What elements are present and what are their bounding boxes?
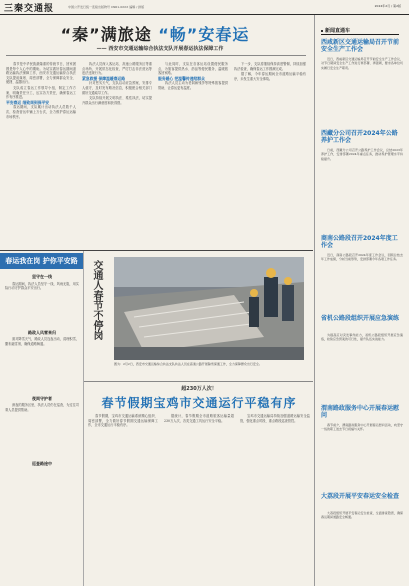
vertical-title: 交通人春节不停岗 bbox=[91, 260, 102, 340]
page-number: 2024年2月 / 第2版 bbox=[374, 4, 401, 8]
story-title: 坚守在一线 bbox=[32, 274, 52, 279]
paragraph: 春节是中华民族最隆重的传统节日，回家团圆是每个人心中的期盼。为切实做好春运期间道路运输执法保障工作，西安市交通运输综合执法支队提前谋划、周密部署，全力保障群众安全、便捷、温馨出行。 bbox=[6, 62, 76, 85]
sidebar-item-title: 渭南路政服务中心开展春运慰问 bbox=[321, 405, 400, 419]
paragraph: 近日，西咸新区交通运输局召开节前安全生产工作会议，对节日期间安全生产工作进行再部署、再强调，要求各单位切实履行安全生产职责。 bbox=[321, 57, 403, 70]
paragraph: 与此同时，支队在各客运站设置便民服务点，为旅客提供热水、药品等便民服务，温暖旅客回家路。 bbox=[158, 62, 228, 76]
bottom-column-2 bbox=[164, 414, 234, 582]
section-banner: 春运我在岗 护你平安路 bbox=[0, 253, 83, 269]
page-header bbox=[0, 0, 409, 15]
paragraph: 大荔段组织开展平安春运安全检查，全面排查隐患，确保春运期间道路安全畅通。 bbox=[321, 511, 403, 520]
photo-illustration bbox=[114, 257, 304, 360]
photo-caption: 图为：2月2日，西安市交通运输综合执法支队执法人员在高速公路开展除雪保通工作，全力保障群众出行安全。 bbox=[114, 362, 262, 366]
article-column-4 bbox=[234, 62, 306, 247]
story-title: 路政人风雪来归 bbox=[28, 329, 56, 335]
paragraph: 春节前夕，渭南路政服务中心开展春运慰问活动，向坚守一线的职工送去节日祝福与关怀。 bbox=[321, 423, 403, 432]
article-column-3 bbox=[158, 62, 228, 247]
left-stories bbox=[5, 273, 79, 583]
paragraph: 执法人员深入客运站、高速公路服务区等重点场所，开展常态化检查，严厉打击非法营运等违法违规行为。 bbox=[82, 62, 152, 76]
sidebar-title bbox=[321, 27, 399, 35]
header-meta: 中国公开发行统一连续出版物号 CN61-0XXX 编辑 / 排版 bbox=[68, 5, 145, 9]
paragraph: 下一步，支队将继续保持高度警惕，持续加强执法检查，确保春运工作圆满完成。 bbox=[234, 62, 306, 71]
sidebar-item-title: 省机公路段组织开展应急演练 bbox=[321, 315, 400, 322]
sidebar-item-title: 大荔段开展平安春运安全检查 bbox=[321, 493, 400, 500]
sidebar-item-body bbox=[321, 57, 403, 117]
news-photo bbox=[114, 257, 304, 360]
divider bbox=[0, 250, 313, 251]
paragraph: 据了解，今年春运期间全市道路运输平稳有序，未发生重大安全事故。 bbox=[234, 72, 306, 81]
paragraph: 日前，西藏分公司召开公路养护工作会议，总结2023年养护工作，安排部署2024年重点任务，推动养护管理水平持续提升。 bbox=[321, 148, 403, 161]
sidebar-item-title: 西藏分公司召开2024年公路养护工作会 bbox=[321, 130, 398, 144]
sidebar-item-title: 商南公路段召开2024年度工作会 bbox=[321, 235, 398, 249]
section-heading: 紧急救援 保障温暖春运路 bbox=[82, 75, 126, 81]
paragraph: 春运期间，支队累计出动执法人员数千人次，检查营运车辆上万台次，全力维护春运运输市场秩序。 bbox=[6, 105, 76, 119]
page-title bbox=[30, 22, 280, 45]
paragraph: 春运期间，执法人员坚守一线，风雨无阻，用实际行动守护群众平安出行。 bbox=[5, 281, 79, 291]
sidebar bbox=[314, 15, 409, 586]
sidebar-title-text: 新闻直通车 bbox=[325, 28, 351, 34]
article-kicker: 超230万人次！ bbox=[181, 386, 217, 392]
sidebar-item-body bbox=[321, 253, 403, 313]
paragraph: 支队成立春运工作领导小组，制定工作方案，明确责任分工，压实各方责任，确保春运工作有序推进。 bbox=[6, 85, 76, 100]
sidebar-item-body bbox=[321, 511, 403, 581]
paragraph: 深夜的服务区里，执法人员仍在巡查，为过往司乘人员提供帮助。 bbox=[5, 403, 79, 412]
paragraph: 春节假期，宝鸡市交通运输系统精心组织、周密部署，全力做好春节假期交通运输保障工作，全市交通运行平稳有序。 bbox=[88, 414, 158, 428]
article-column-2 bbox=[82, 62, 152, 247]
section-heading: 平安春运 细致周到保平安 bbox=[6, 99, 50, 105]
story-title: 巡查路途中 bbox=[32, 461, 52, 467]
sidebar-item-body bbox=[321, 333, 403, 393]
divider bbox=[84, 381, 313, 382]
story-title: 夜间守护者 bbox=[32, 395, 52, 401]
paragraph: 执法人员主动为老弱病残孕等特殊旅客提供帮助，让春运更有温度。 bbox=[158, 81, 228, 90]
article-column-1 bbox=[6, 62, 76, 247]
sidebar-item-body bbox=[321, 423, 403, 483]
paragraph: 针对恶劣天气，支队启动应急预案，安排专人值守，及时发布路况信息，积极配合相关部门做好交通疏导工作。 bbox=[82, 81, 152, 95]
paragraph: 宝鸡市交通运输局持续加强道路运输安全监管，强化重点时段、重点路段巡查管控。 bbox=[240, 414, 310, 423]
section-heading: 服务暖心 把温馨传递给群众 bbox=[158, 75, 205, 81]
newspaper-brand: 三秦交通报 bbox=[4, 3, 55, 14]
bottom-column-1 bbox=[88, 414, 158, 582]
paragraph: 据统计，春节假期全市道路旅客运输量超230万人次，各类交通工具运行安全平稳。 bbox=[164, 414, 234, 423]
column-divider bbox=[83, 251, 84, 586]
bullet-dot-icon bbox=[321, 30, 323, 32]
sidebar-item-body bbox=[321, 148, 403, 228]
divider bbox=[6, 55, 306, 56]
headline-part-1: “秦”满旅途 bbox=[60, 25, 152, 44]
article-headline: 春节假期宝鸡市交通运行平稳有序 bbox=[101, 396, 297, 410]
paragraph: 面对降雪天气，路政人员连夜出动，清理积雪，撒布融雪剂，确保道路畅通。 bbox=[5, 337, 79, 346]
paragraph: 为提高应对突发事件能力，省机公路段组织开展应急演练，检验应急预案的可行性，提升队伍实战能力。 bbox=[321, 333, 403, 342]
paragraph: 支队持续开展文明执法、柔性执法，切实提升群众出行满意度和获得感。 bbox=[82, 96, 152, 105]
sidebar-item-title: 西咸新区交通运输局召开节前安全生产工作会 bbox=[321, 39, 400, 53]
headline-part-2: “畅”安春运 bbox=[158, 25, 250, 44]
page-subtitle: —— 西安市交通运输综合执法支队开展春运执法保障工作 bbox=[96, 46, 224, 52]
paragraph: 近日，商南公路段召开2024年度工作会议，回顾总结去年工作成绩，分析当前形势，安排部署今年各项工作任务。 bbox=[321, 253, 403, 262]
bottom-column-3 bbox=[240, 414, 310, 582]
